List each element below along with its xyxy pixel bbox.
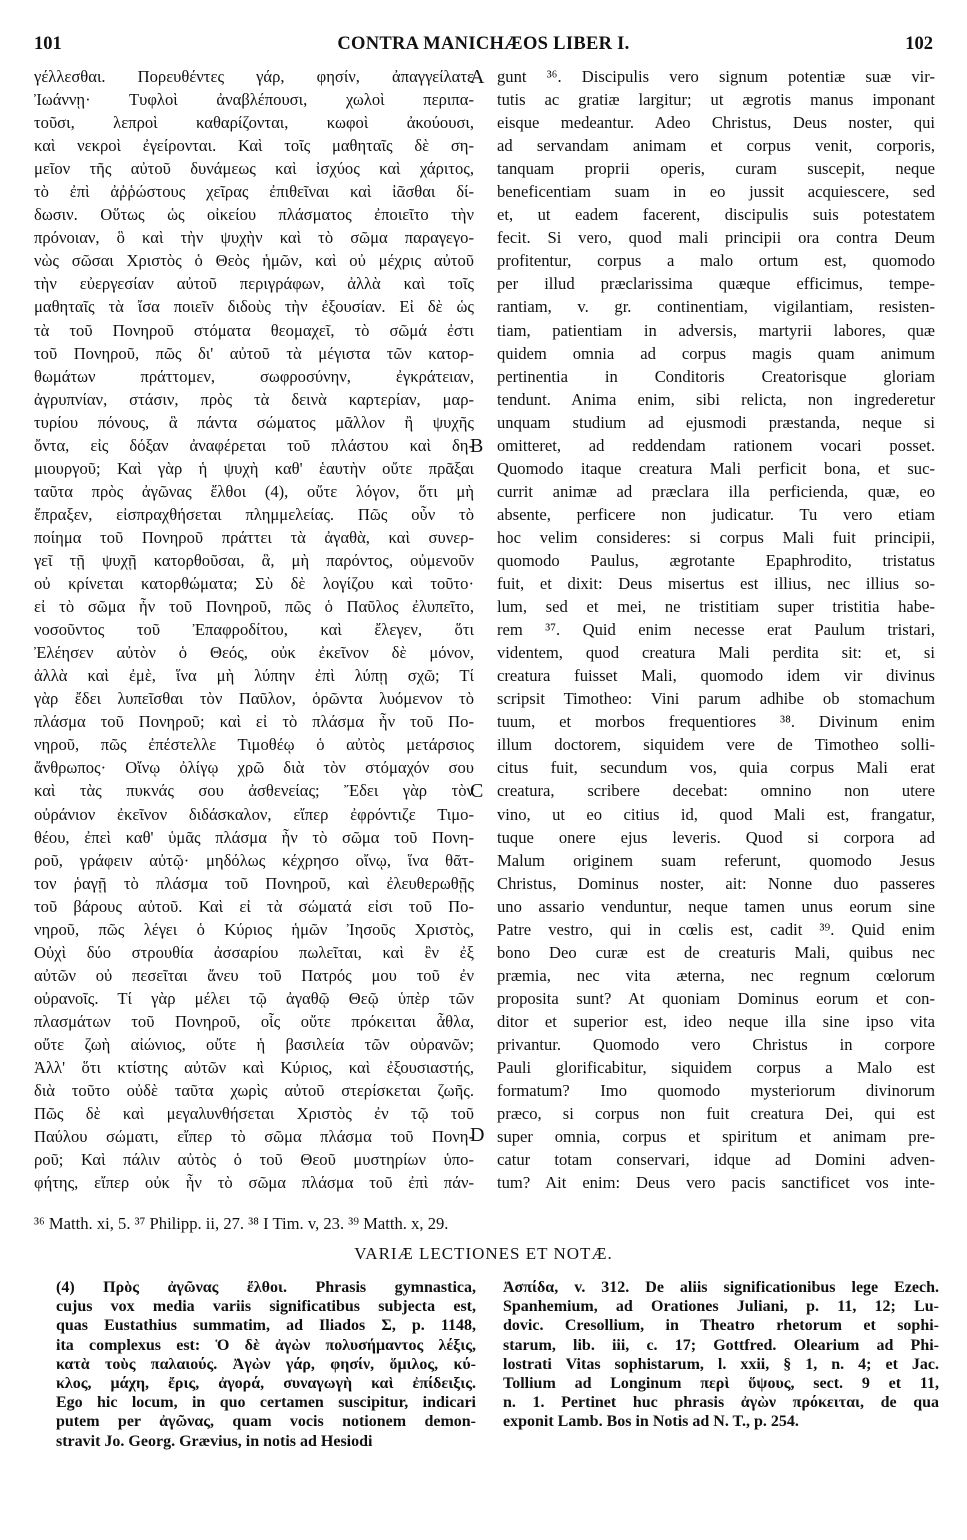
text-line: fecit. Si vero, quod mali principii ora contra Deum	[497, 228, 935, 248]
text-line: οὐράνιον ἐκεῖνον διδάσκαλον, εἴπερ ἐφρόντιζε Τιμο-	[34, 804, 474, 824]
text-line: οὐρανοῖς. Τί γὰρ μέλει τῷ ἀγαθῷ Θεῷ ὑπὲρ τῶν	[34, 988, 474, 1008]
text-line: μιουργοῦ; Καὶ γὰρ ἡ ψυχὴ καθ' ἑαυτὴν οὔτε πρᾶξαι	[34, 458, 474, 478]
text-line: Ἀσπίδα, v. 312. De aliis significationibus lege Ezech.	[503, 1279, 939, 1296]
text-line: νοσοῦντος τοῦ Ἐπαφροδίτου, καὶ ἔλεγεν, ὅτι	[34, 620, 474, 640]
text-line: tuque onere ejus leveris. Quod si corpora ad	[497, 827, 935, 847]
text-line: formatum? Imo quomodo mysteriorum divinorum	[497, 1081, 935, 1101]
text-line: τοῦσι, λεπροὶ καθαρίζονται, κωφοὶ ἀκούουσι,	[34, 113, 474, 133]
text-line: n. 1. Pertinet huc phrasis ἀγὼν πρόκειται, de qua	[503, 1394, 939, 1412]
text-line: starum, lib. iii, c. 17; Gottfred. Olearium ad Phi-	[503, 1336, 939, 1354]
text-line: ποίημα τοῦ Πονηροῦ πράττει τὰ ἀγαθὰ, καὶ συνερ-	[34, 527, 474, 547]
text-line: τὸ ἐπὶ ἀῤῥώστους χεῖρας ἐπιθεῖναι καὶ ἰᾶσθαι δί-	[34, 182, 474, 202]
text-line: θωμάτων πράττομεν, σωφροσύνην, ἐγκράτειαν,	[34, 366, 474, 386]
text-line: τὰ τοῦ Πονηροῦ στόματα θεομαχεῖ, τὸ σῶμά ἐστι	[34, 320, 474, 340]
text-line: ad servandam animam et corpus venit, corporis,	[497, 136, 935, 156]
text-line: Quomodo itaque creatura Mali perficit bona, et suc-	[497, 458, 935, 478]
text-line: νηροῦ, πῶς λέγει ὁ Κύριος ἡμῶν Ἰησοῦς Χριστὸς,	[34, 919, 474, 939]
variae-notes-right-column	[503, 1278, 939, 1432]
text-line: διὰ τοῦτο οὐδὲ ταῦτα χωρὶς αὐτοῦ στερίσκεται ζωῆς.	[34, 1081, 474, 1101]
text-line: πλάσμα τοῦ Πονηροῦ; καὶ εἰ τὸ πλάσμα ἦν τοῦ Πο-	[34, 712, 474, 732]
margin-letter-b: B	[470, 435, 484, 457]
text-line: γέλλεσθαι. Πορευθέντες γάρ, φησίν, ἀπαγγείλατε	[34, 67, 474, 86]
text-line: οὔτε ζωὴ αἰώνιος, οὔτε ἡ βασιλεία τῶν οὐρανῶν;	[34, 1034, 474, 1054]
text-line: bono Deo curæ est de creaturis Mali, quibus nec	[497, 942, 935, 962]
text-line: unquam studium ad ejusmodi præstanda, neque si	[497, 412, 935, 432]
text-line: tiam, patientiam in adversis, martyrii labores, quæ	[497, 320, 935, 340]
text-line: tum? Ait enim: Deus vero pacis sanctificet vos inte-	[497, 1173, 935, 1193]
text-line: Patre vestro, qui in cœlis est, cadit ³⁹. Quid enim	[497, 919, 935, 939]
text-line: rem ³⁷. Quid enim necesse erat Paulum tristari,	[497, 620, 935, 640]
text-line: Spanhemium, ad Orationes Juliani, p. 11, 12; Lu-	[503, 1298, 939, 1316]
text-line: pertinentia in Conditoris Creatorisque gloriam	[497, 366, 935, 386]
text-line: per illud præclarissima quæque efficimus, tempe-	[497, 274, 935, 294]
text-line: lum, sed et mei, ne tristitiam super tristitia habe-	[497, 597, 935, 617]
greek-text-column	[34, 65, 474, 1194]
text-line: εἰ τὸ σῶμα ἦν τοῦ Πονηροῦ, πῶς ὁ Παῦλος ἐλυπεῖτο,	[34, 597, 474, 617]
text-line: Pauli glorificabitur, siquidem corpus a Malo est	[497, 1058, 935, 1078]
text-line: vino, ut eo citius id, quod Mali est, frangatur,	[497, 804, 935, 824]
text-line: τον ῥαγῇ τὸ πλάσμα τοῦ Πονηροῦ, καὶ ἐλευθερωθῇς	[34, 873, 474, 893]
scripture-references: ³⁶ Matth. xi, 5. ³⁷ Philipp. ii, 27. ³⁸ I Tim. v, 23. ³⁹ Matth. x, 29.	[34, 1214, 449, 1233]
text-line: gunt ³⁶. Discipulis vero signum potentiæ suæ vir-	[497, 67, 935, 86]
text-line: quidem omnia ad corpus magis quam animum	[497, 343, 935, 363]
text-line: τὴν εὐεργεσίαν αὐτοῦ περιγράφων, ἀλλὰ καὶ τοῖς	[34, 274, 474, 294]
text-line: creatura fuisset Mali, quomodo idem vir divinus	[497, 666, 935, 686]
text-line: θέου, ἐπεὶ καθ' ὑμᾶς πλάσμα ἦν τὸ σῶμα τοῦ Πονη-	[34, 827, 474, 847]
text-line: καὶ νεκροὶ ἐγείρονται. Καὶ τοῖς μαθηταῖς δὲ ση-	[34, 136, 474, 156]
text-line: μαθηταῖς τὰ ἴσα ποιεῖν διδοὺς τὴν ἐξουσίαν. Εἰ δὲ ὡς	[34, 297, 474, 317]
text-line: κλος, μάχη, ἔρις, ἀγορά, συναγωγὴ καὶ ἐπίδειξις.	[56, 1374, 476, 1392]
text-line: Ἐλέησεν αὐτὸν ὁ Θεός, οὐκ ἐκεῖνον δὲ μόνον,	[34, 643, 474, 663]
latin-text-column	[497, 65, 935, 1194]
text-line: Christus, Dominus noster, ait: Nonne duo passeres	[497, 873, 935, 893]
text-line: ἀλλὰ καὶ ἐμὲ, ἵνα μὴ λύπην ἐπὶ λύπῃ σχῶ; Τί	[34, 666, 474, 686]
text-line: ditor et superior est, ideo neque illa sine ipso vita	[497, 1011, 935, 1031]
text-line: privantur. Quomodo vero Christus in corpore	[497, 1034, 935, 1054]
left-page-number: 101	[34, 34, 62, 54]
text-line: ἔπραξεν, εἰσπραχθήσεται πλημμελείας. Πῶς οὖν τὸ	[34, 504, 474, 524]
text-line: dovic. Cresollium, in Theatro rhetorum et sophi-	[503, 1317, 939, 1335]
text-line: currit animæ ad præclara illa perficienda, quæ, eo	[497, 481, 935, 501]
text-line: Ἀλλ' ὅτι κτίστης αὐτῶν καὶ Κύριος, καὶ ἐξουσιαστής,	[34, 1058, 474, 1078]
text-line: catur totam conservari, idque ad Domini adven-	[497, 1150, 935, 1170]
text-line: cujus vox media variis significatibus subjecta est,	[56, 1298, 476, 1316]
text-line: γὰρ ἔδει λυπεῖσθαι τὸν Παῦλον, ὁρῶντα λυόμενον τὸ	[34, 689, 474, 709]
text-line: eisque medeantur. Adeo Christus, Deus noster, qui	[497, 113, 935, 133]
text-line: πλασμάτων τοῦ Πονηροῦ, οἷς οὔτε πρόκειται ἆθλα,	[34, 1011, 474, 1031]
text-line: quomodo Paulus, ægrotante Epaphrodito, tristatus	[497, 550, 935, 570]
text-line: ροῦ; Καὶ πάλιν αὐτὸς ὁ τοῦ Θεοῦ μυστηρίων ὑπο-	[34, 1150, 474, 1170]
page-header	[34, 34, 933, 58]
text-line: νηροῦ, πῶς ἐπέστελλε Τιμοθέῳ ὁ αὐτὸς μετάρσιος	[34, 735, 474, 755]
text-line: ὄντα, εἰς δόξαν ἀναφέρεται τοῦ πλάστου καὶ δη-	[34, 435, 474, 455]
text-line: ταῦτα πρὸς ἀγῶνας ἔλθοι (4), οὔτε λόγον, ὅτι μὴ	[34, 481, 474, 501]
text-line: τοῦ βάρους αὐτοῦ. Καὶ εἰ τὰ σώματά εἰσι τοῦ Πο-	[34, 896, 474, 916]
text-line: scripsit Timotheo: Vini parum adhibe ob stomachum	[497, 689, 935, 709]
text-line: omitteret, ad reddendam rationem vocari posset.	[497, 435, 935, 455]
text-line: Ἰωάννῃ· Τυφλοὶ ἀναβλέπουσι, χωλοὶ περιπα-	[34, 90, 474, 110]
text-line: citus fuit, secundum vos, quia corpus Mali erat	[497, 758, 935, 778]
text-line: γεῖ τῇ ψυχῇ κατορθοῦσαι, ἃ, μὴ παρόντος, οὐμενοῦν	[34, 550, 474, 570]
text-line: Οὐχὶ δύο στρουθία ἀσσαρίου πωλεῖται, καὶ ἓν ἐξ	[34, 942, 474, 962]
text-line: ita complexus est: Ὁ δὲ ἀγὼν πολυσήμαντος λέξις,	[56, 1336, 476, 1354]
margin-letter-a: A	[470, 66, 485, 88]
text-line: αὐτῶν οὐ πεσεῖται ἄνευ τοῦ Πατρός μου τοῦ ἐν	[34, 965, 474, 985]
text-line: videntem, quod creatura Mali perdita sit: et, si	[497, 643, 935, 663]
text-line: φήτης, εἴπερ οὐκ ἦν τὸ σῶμα πλάσμα τοῦ ἐπὶ πάν-	[34, 1173, 474, 1193]
margin-letter-d: D	[470, 1124, 485, 1146]
text-line: lostrati Vitas sophistarum, l. xxii, § 1, n. 4; et Jac.	[503, 1355, 939, 1373]
text-line: ροῦ, γράφειν αὐτῷ· μηδόλως κέχρησο οἴνῳ, ἵνα θᾶτ-	[34, 850, 474, 870]
text-line: Πῶς δὲ καὶ μεγαλυνθήσεται Χριστὸς ἐν τῷ τοῦ	[34, 1104, 474, 1124]
text-line: tanquam proprii operis, curam suscepit, neque	[497, 159, 935, 179]
text-line: et, ut eadem facerent, discipulis suis potestatem	[497, 205, 935, 225]
right-page-number: 102	[905, 34, 933, 54]
text-line: Ego hic locum, in quo certamen suscipitur, indicari	[56, 1394, 476, 1412]
text-line: quas Eustathius summatim, ad Iliados Σ, p. 1148,	[56, 1317, 476, 1335]
text-line: πρόνοιαν, ὃ καὶ τὴν ψυχὴν καὶ τὸ σῶμα παραγεγο-	[34, 228, 474, 248]
text-line: τοῦ Πονηροῦ, πῶς δι' αὐτοῦ τὰ μέγιστα τῶν κατορ-	[34, 343, 474, 363]
variae-notes-left-column	[56, 1278, 476, 1451]
text-line: ἀγρυπνίαν, στάσιν, πρὸς τὰ δεινὰ καρτερίαν, μαρ-	[34, 389, 474, 409]
text-line: super omnia, corpus et spiritum et animam pre-	[497, 1127, 935, 1147]
text-line: proposita sunt? At quoniam Dominus eorum et con-	[497, 988, 935, 1008]
text-line: (4) Πρὸς ἀγῶνας ἔλθοι. Phrasis gymnastica,	[56, 1279, 476, 1296]
text-line: præmia, nec vita æterna, nec regnum cœlorum	[497, 965, 935, 985]
text-line: tendunt. Anima enim, sibi relicta, non ingrederetur	[497, 389, 935, 409]
text-line: τυρίου πόνους, ἃ πάντα σώματος μᾶλλον ἢ ψυχῆς	[34, 412, 474, 432]
text-line: Malum originem suam referunt, quomodo Jesus	[497, 850, 935, 870]
text-line: Παύλου σώματι, εἴπερ τὸ σῶμα πλάσμα τοῦ Πονη-	[34, 1127, 474, 1147]
text-line: καὶ τὰς πυκνάς σου ἀσθενείας; Ἔδει γὰρ τὸν	[34, 781, 474, 801]
text-line: rantiam, v. gr. continentiam, vigilantiam, resisten-	[497, 297, 935, 317]
text-line: exponit Lamb. Bos in Notis ad N. T., p. 254.	[503, 1413, 799, 1431]
margin-letter-c: C	[470, 780, 484, 802]
text-line: hoc velim consideres: si corpus Mali fuit principii,	[497, 527, 935, 547]
text-line: κατὰ τοὺς παλαιούς. Ἀγὼν γάρ, φησίν, ὅμιλος, κύ-	[56, 1355, 476, 1373]
text-line: absente, perficere non judicatur. Tu vero etiam	[497, 504, 935, 524]
text-line: μεῖον τῆς αὐτοῦ δυνάμεως καὶ ἰσχύος καὶ χάριτος,	[34, 159, 474, 179]
text-line: νὼς σῶσαι Χριστὸς ὁ Θεὸς ἡμῶν, καὶ οὐ μέχρις αὐτοῦ	[34, 251, 474, 271]
text-line: præco, si corpus non fuit creatura Dei, qui est	[497, 1104, 935, 1124]
text-line: stravit Jo. Georg. Grævius, in notis ad Hesiodi	[56, 1432, 373, 1450]
text-line: tuum, et morbos frequentiores ³⁸. Divinum enim	[497, 712, 935, 732]
text-line: fuit, et dixit: Deus misertus est illius, nec illius so-	[497, 574, 935, 594]
text-line: uno assario venduntur, neque tamen unus eorum sine	[497, 896, 935, 916]
text-line: beneficentiam suam in eo jussit acquiescere, sed	[497, 182, 935, 202]
text-line: profitentur, corpus a malo ortum est, quomodo	[497, 251, 935, 271]
text-line: ἄνθρωπος· Οἴνῳ ὀλίγῳ χρῶ διὰ τὸν στόμαχόν σου	[34, 758, 474, 778]
text-line: Tollium ad Longinum περὶ ὕψους, sect. 9 et 11,	[503, 1374, 939, 1392]
running-title: CONTRA MANICHÆOS LIBER I.	[337, 34, 630, 54]
variae-lectiones-heading: VARIÆ LECTIONES ET NOTÆ.	[354, 1244, 613, 1263]
text-line: illum doctorem, siquidem vere de Timotheo solli-	[497, 735, 935, 755]
text-line: putem per ἀγῶνας, quam vocis notionem demon-	[56, 1413, 476, 1431]
text-line: creatura, scribere decebat: omnino non utere	[497, 781, 935, 801]
text-line: οὐ κρίνεται κατορθώματα; Σὺ δὲ λογίζου καὶ τοῦτο·	[34, 574, 474, 594]
text-line: δωσιν. Οὕτως ὡς οἰκείου πλάσματος ἐποιεῖτο τὴν	[34, 205, 474, 225]
text-line: tutis ac gratiæ largitur; ut ægrotis manus imponant	[497, 90, 935, 110]
